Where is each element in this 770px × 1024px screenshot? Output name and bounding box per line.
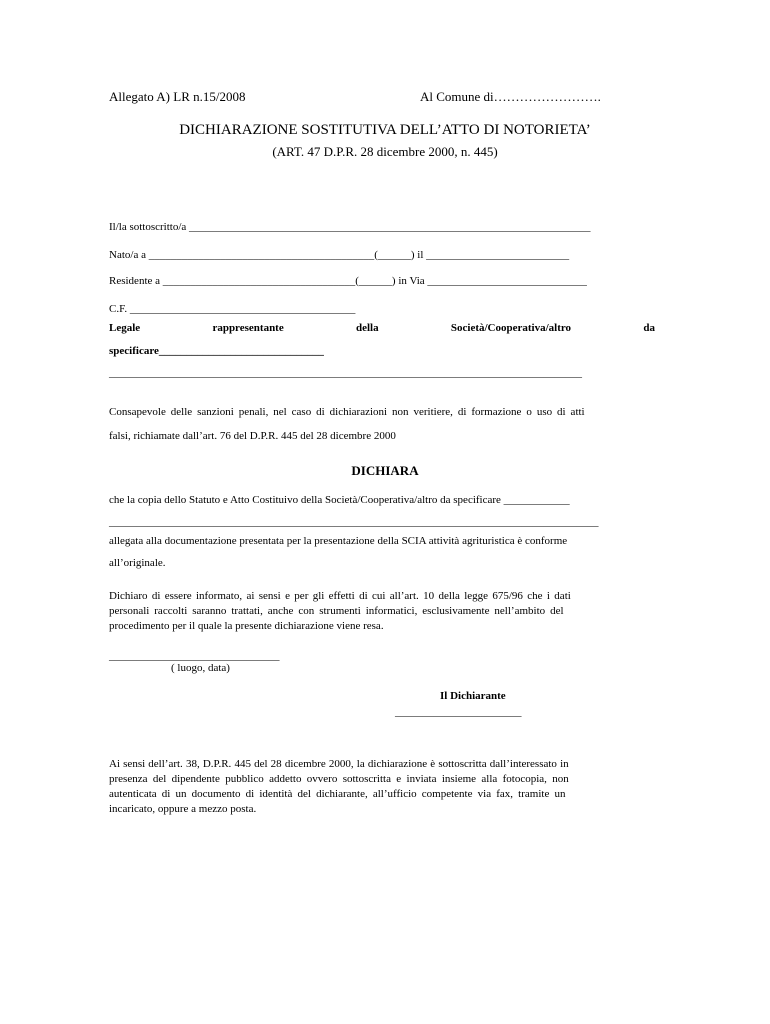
dichiarante-signature-line: _______________________ [395, 706, 522, 718]
privacy-line-3: procedimento per il quale la presente dichiarazione viene resa. [109, 620, 384, 632]
field-sottoscritto: Il/la sottoscritto/a _________________________________________________________________________ [109, 221, 591, 233]
della-word: della [356, 322, 379, 334]
comune-addressee: Al Comune di……………………. [420, 89, 601, 104]
privacy-line-1: Dichiaro di essere informato, ai sensi e per gli effetti di cui all’art. 10 della legge 675/96 che i dati [109, 590, 571, 602]
field-cf: C.F. _________________________________________ [109, 303, 356, 315]
dichiara-line-4: all’originale. [109, 557, 166, 569]
da-word: da [643, 322, 655, 334]
rappresentante-word: rappresentante [212, 322, 284, 334]
luogo-data-label: ( luogo, data) [171, 662, 230, 674]
dichiara-line-2: _________________________________________________________________________________________ [109, 516, 599, 528]
allegato-reference: Allegato A) LR n.15/2008 [109, 89, 246, 104]
footer-line-3: autenticata di un documento di identità del dichiarante, all’ufficio competente via fax, tramite un [109, 788, 566, 800]
societa-word: Società/Cooperativa/altro [450, 322, 572, 334]
legale-rappresentante-line [109, 322, 655, 334]
consapevole-text-1: Consapevole delle sanzioni penali, nel caso di dichiarazioni non veritiere, di formazione o uso di atti [109, 406, 585, 418]
field-blank-line: ______________________________________________________________________________________ [109, 367, 582, 379]
field-residente: Residente a ___________________________________(______) in Via _____________________________ [109, 275, 587, 287]
dichiara-line-1: che la copia dello Statuto e Atto Costituivo della Società/Cooperativa/altro da specificare ____________ [109, 494, 570, 506]
footer-line-4: incaricato, oppure a mezzo posta. [109, 803, 257, 815]
document-subtitle: (ART. 47 D.P.R. 28 dicembre 2000, n. 445) [272, 144, 498, 159]
consapevole-line-2: falsi, richiamate dall’art. 76 del D.P.R. 445 del 28 dicembre 2000 [109, 430, 396, 442]
luogo-data-line: _______________________________ [109, 650, 280, 662]
field-specificare: specificare______________________________ [109, 345, 324, 357]
document-title: DICHIARAZIONE SOSTITUTIVA DELL’ATTO DI NOTORIETA’ [179, 122, 591, 138]
dichiara-line-3: allegata alla documentazione presentata per la presentazione della SCIA attività agrituristica è conforme [109, 535, 568, 547]
privacy-line-2: personali raccolti saranno trattati, anche con strumenti informatici, esclusivamente nell’ambito del [109, 605, 564, 617]
consapevole-line-1 [109, 406, 655, 418]
dichiara-heading: DICHIARA [351, 463, 419, 478]
legale-word: Legale [109, 322, 141, 334]
footer-line-2: presenza del dipendente pubblico addetto ovvero sottoscritta e inviata insieme alla fotocopia, non [109, 773, 569, 785]
dichiarante-label: Il Dichiarante [440, 690, 506, 702]
footer-line-1: Ai sensi dell’art. 38, D.P.R. 445 del 28 dicembre 2000, la dichiarazione è sottoscritta dall’interessato in [109, 758, 569, 770]
field-nato: Nato/a a _________________________________________(______) il __________________________ [109, 249, 570, 261]
